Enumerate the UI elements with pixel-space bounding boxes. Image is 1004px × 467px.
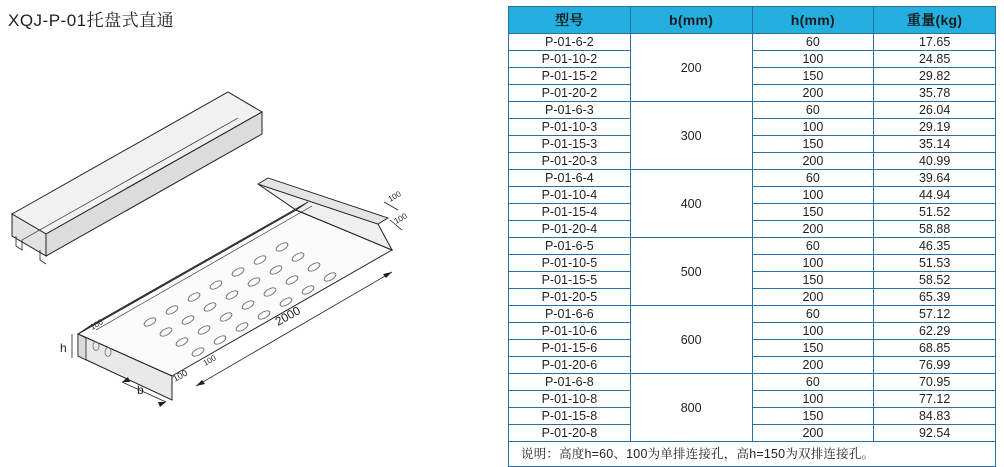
cell-model: P-01-6-2 — [509, 34, 631, 51]
cell-model: P-01-10-8 — [509, 391, 631, 408]
cell-weight: 58.88 — [874, 221, 996, 238]
cell-model: P-01-20-4 — [509, 221, 631, 238]
cell-weight: 84.83 — [874, 408, 996, 425]
cell-width: 600 — [630, 306, 752, 374]
cell-height: 200 — [752, 289, 874, 306]
cell-height: 100 — [752, 119, 874, 136]
dim-length-label: 2000 — [272, 303, 303, 329]
page-title: XQJ-P-01托盘式直通 — [8, 11, 175, 30]
table-row — [509, 153, 996, 170]
cell-weight: 40.99 — [874, 153, 996, 170]
cell-height: 200 — [752, 85, 874, 102]
header-height: h(mm) — [752, 7, 874, 34]
spec-table-pane — [508, 6, 996, 467]
cell-weight: 57.12 — [874, 306, 996, 323]
cell-model: P-01-15-3 — [509, 136, 631, 153]
cell-height: 200 — [752, 357, 874, 374]
cell-model: P-01-10-2 — [509, 51, 631, 68]
cell-width: 500 — [630, 238, 752, 306]
dim-height-label: h — [60, 341, 67, 355]
table-body — [509, 34, 996, 442]
cell-model: P-01-15-5 — [509, 272, 631, 289]
table-row — [509, 306, 996, 323]
cell-weight: 51.52 — [874, 204, 996, 221]
table-row — [509, 357, 996, 374]
cell-weight: 46.35 — [874, 238, 996, 255]
cell-model: P-01-20-2 — [509, 85, 631, 102]
cell-weight: 65.39 — [874, 289, 996, 306]
cell-height: 200 — [752, 425, 874, 442]
cell-weight: 35.14 — [874, 136, 996, 153]
cell-height: 60 — [752, 170, 874, 187]
cell-model: P-01-10-6 — [509, 323, 631, 340]
table-row — [509, 85, 996, 102]
table-row — [509, 391, 996, 408]
product-drawing — [0, 34, 500, 434]
spec-table — [508, 6, 996, 467]
cell-weight: 44.94 — [874, 187, 996, 204]
cell-height: 200 — [752, 153, 874, 170]
dim-width-label: b — [137, 383, 144, 397]
cell-model: P-01-20-5 — [509, 289, 631, 306]
table-row — [509, 340, 996, 357]
cell-height: 150 — [752, 408, 874, 425]
cell-width: 400 — [630, 170, 752, 238]
cell-weight: 35.78 — [874, 85, 996, 102]
cell-weight: 68.85 — [874, 340, 996, 357]
header-model: 型号 — [509, 7, 631, 34]
cell-height: 60 — [752, 102, 874, 119]
cell-height: 100 — [752, 391, 874, 408]
dim-100-bottom-label: 100 — [171, 367, 190, 384]
cell-height: 60 — [752, 306, 874, 323]
table-row — [509, 374, 996, 391]
cell-weight: 29.82 — [874, 68, 996, 85]
cell-height: 150 — [752, 204, 874, 221]
cell-height: 150 — [752, 68, 874, 85]
cell-weight: 62.29 — [874, 323, 996, 340]
dim-100-right-top-label: 100 — [386, 189, 403, 204]
cell-model: P-01-6-5 — [509, 238, 631, 255]
dim-100-near-label: 100 — [88, 317, 105, 332]
table-row — [509, 34, 996, 51]
cell-height: 60 — [752, 34, 874, 51]
cell-model: P-01-15-2 — [509, 68, 631, 85]
tray-cover — [12, 92, 262, 264]
cell-height: 150 — [752, 272, 874, 289]
cell-model: P-01-6-8 — [509, 374, 631, 391]
cell-weight: 58.52 — [874, 272, 996, 289]
table-row — [509, 425, 996, 442]
cell-height: 100 — [752, 323, 874, 340]
table-row — [509, 136, 996, 153]
cell-weight: 39.64 — [874, 170, 996, 187]
table-note-row — [509, 442, 996, 467]
cell-width: 300 — [630, 102, 752, 170]
table-row — [509, 238, 996, 255]
table-note: 说明：高度h=60、100为单排连接孔，高h=150为双排连接孔。 — [509, 442, 996, 467]
table-row — [509, 170, 996, 187]
cell-height: 200 — [752, 221, 874, 238]
drawing-pane — [0, 0, 500, 435]
cell-height: 100 — [752, 255, 874, 272]
header-weight: 重量(kg) — [874, 7, 996, 34]
table-row — [509, 408, 996, 425]
cell-model: P-01-15-4 — [509, 204, 631, 221]
table-row — [509, 68, 996, 85]
cell-height: 150 — [752, 136, 874, 153]
cell-height: 100 — [752, 51, 874, 68]
cell-model: P-01-20-8 — [509, 425, 631, 442]
dim-100-right-bottom-label: 100 — [392, 211, 409, 226]
table-row — [509, 187, 996, 204]
table-row — [509, 272, 996, 289]
tray-isometric-svg — [0, 34, 500, 434]
cell-model: P-01-20-6 — [509, 357, 631, 374]
cell-weight: 24.85 — [874, 51, 996, 68]
cell-model: P-01-10-3 — [509, 119, 631, 136]
cell-model: P-01-6-4 — [509, 170, 631, 187]
dim-100-front-label: 100 — [201, 353, 218, 368]
table-row — [509, 255, 996, 272]
cell-model: P-01-15-8 — [509, 408, 631, 425]
cell-model: P-01-10-5 — [509, 255, 631, 272]
table-row — [509, 102, 996, 119]
cell-weight: 51.53 — [874, 255, 996, 272]
table-row — [509, 323, 996, 340]
cell-height: 100 — [752, 187, 874, 204]
cell-weight: 70.95 — [874, 374, 996, 391]
cell-model: P-01-10-4 — [509, 187, 631, 204]
table-row — [509, 289, 996, 306]
cell-height: 150 — [752, 340, 874, 357]
cell-weight: 26.04 — [874, 102, 996, 119]
cell-model: P-01-15-6 — [509, 340, 631, 357]
cell-height: 60 — [752, 374, 874, 391]
cell-weight: 77.12 — [874, 391, 996, 408]
cell-width: 200 — [630, 34, 752, 102]
cell-model: P-01-6-3 — [509, 102, 631, 119]
cell-weight: 17.65 — [874, 34, 996, 51]
table-header-row — [509, 7, 996, 34]
cell-weight: 76.99 — [874, 357, 996, 374]
cell-width: 800 — [630, 374, 752, 442]
cell-weight: 92.54 — [874, 425, 996, 442]
table-row — [509, 51, 996, 68]
table-row — [509, 119, 996, 136]
header-width: b(mm) — [630, 7, 752, 34]
cell-model: P-01-6-6 — [509, 306, 631, 323]
cell-weight: 29.19 — [874, 119, 996, 136]
table-row — [509, 221, 996, 238]
cell-model: P-01-20-3 — [509, 153, 631, 170]
table-row — [509, 204, 996, 221]
cell-height: 60 — [752, 238, 874, 255]
